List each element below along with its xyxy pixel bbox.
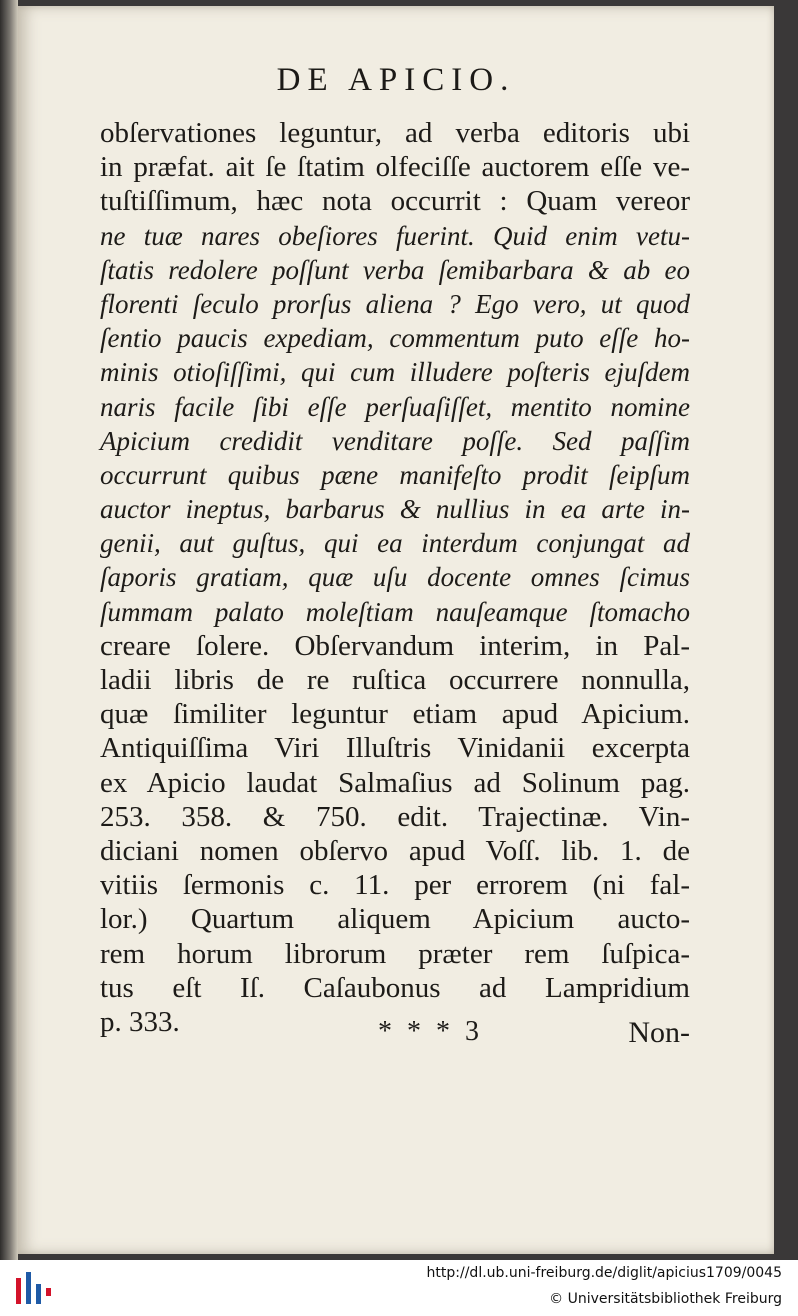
catch-line (100, 1016, 690, 1056)
viewer-footer (0, 1260, 798, 1316)
text-line: ſentio paucis expediam, commentum puto eſſe ho- (100, 323, 690, 354)
text-line: ladii libris de re ruſtica occurrere nonnulla, (100, 664, 690, 696)
text-line: ne tuæ nares obeſiores fuerint. Quid enim vetu- (100, 220, 690, 251)
text-line: auctor ineptus, barbarus & nullius in ea arte in- (100, 494, 690, 525)
text-line: diciani nomen obſervo apud Voſſ. lib. 1. de (100, 834, 690, 867)
text-line: p. 333. (100, 1005, 180, 1038)
text-line: obſervationes leguntur, ad verba editoris ubi (100, 117, 690, 149)
text-line: lor.) Quartum aliquem Apicium aucto- (100, 903, 690, 936)
text-line: ſummam palato moleſtiam nauſeamque ſtomacho (100, 596, 690, 627)
text-line: tus eſt Iſ. Caſaubonus ad Lampridium (100, 971, 690, 1004)
text-line: ex Apicio laudat Salmaſius ad Solinum pag. (100, 766, 690, 799)
ub-freiburg-logo-icon[interactable] (14, 1270, 54, 1306)
text-line: tuſtiſſimum, hæc nota occurrit : Quam vereor (100, 185, 690, 218)
running-head: DE APICIO. (276, 62, 516, 98)
text-line: vitiis ſermonis c. 11. per errorem (ni fal- (100, 869, 690, 902)
permalink-url[interactable]: http://dl.ub.uni-freiburg.de/diglit/apicius1709/0045 (426, 1265, 782, 1281)
text-line: Antiquiſſima Viri Illuſtris Vinidanii excerpta (100, 732, 690, 765)
page-edge (0, 0, 18, 1260)
text-line: ſtatis redolere poſſunt verba ſemibarbara & ab eo (100, 254, 690, 285)
text-line: creare ſolere. Obſervandum interim, in Pal- (100, 629, 690, 662)
text-line: in præfat. ait ſe ſtatim olfeciſſe auctorem eſſe ve- (100, 151, 690, 184)
text-line: florenti ſeculo prorſus aliena ? Ego vero, ut quod (100, 288, 690, 319)
text-line: ſaporis gratiam, quæ uſu docente omnes ſcimus (100, 562, 690, 593)
text-line: genii, aut guſtus, qui ea interdum conjungat ad (100, 528, 690, 559)
text-line: minis otioſiſſimi, qui cum illudere poſteris ejuſdem (100, 357, 690, 388)
copyright-notice: © Universitätsbibliothek Freiburg (549, 1291, 782, 1307)
book-page (18, 6, 774, 1254)
text-line: occurrunt quibus pæne manifeſto prodit ſeipſum (100, 459, 690, 490)
signature-mark: * * * 3 (378, 1016, 483, 1047)
body-text (100, 116, 690, 1039)
text-line: quæ ſimiliter leguntur etiam apud Apicium. (100, 698, 690, 731)
catchword: Non- (628, 1016, 690, 1049)
text-line: Apicium credidit venditare poſſe. Sed paſſim (100, 425, 690, 456)
text-line: rem horum librorum præter rem ſuſpica- (100, 937, 690, 970)
text-line: naris facile ſibi eſſe perſuaſiſſet, mentito nomine (100, 391, 690, 422)
text-line: 253. 358. & 750. edit. Trajectinæ. Vin- (100, 800, 690, 833)
